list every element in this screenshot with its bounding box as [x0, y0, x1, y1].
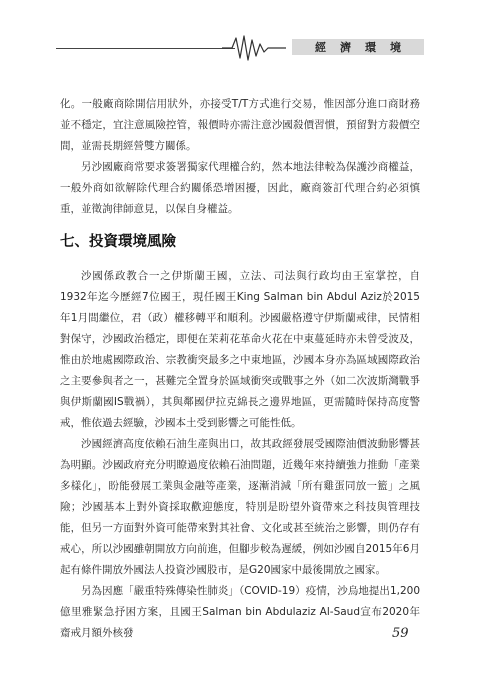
heartbeat-line-icon: [222, 34, 286, 62]
section-badge: [292, 39, 424, 55]
header-rule: [56, 48, 235, 49]
page-number: 59: [392, 626, 409, 641]
document-body: [60, 94, 420, 644]
paragraph-continued: 化。一般廠商除開信用狀外，亦接受T/T方式進行交易，惟因部分進口商財務並不穩定，宜注意風險控管，報價時亦需注意沙國殺價習慣，預留對方殺價空間，並需長期經營雙方關係。: [60, 98, 420, 152]
section-label: 經濟環境: [315, 41, 415, 54]
section-heading: 七、投資環境風險: [60, 233, 176, 250]
paragraph-political-risk: 沙國係政教合一之伊斯蘭王國，立法、司法與行政均由王室掌控，自1932年迄今歷經7位國王，現任國王King Salman bin Abdul Aziz於2015年1月間繼位，君（政）權移轉平和順利。沙國嚴格遵守伊斯蘭戒律，民情相對保守，沙國政治穩定，即便在茉莉花革命火花在中東蔓延時亦未曾受波及，惟由於地處國際政治、宗教衝突最多之中東地區，沙國本身亦為區域國際政治之主要參與者之一，甚難完全置身於區域衝突或戰事之外（如二次波斯灣戰爭與伊斯蘭國IS戰禍），其與鄰國伊拉克綿長之邊界地區，更需隨時保持高度警戒，惟依過去經驗，沙國本土受到影響之可能性低。: [60, 270, 420, 429]
paragraph-economic-risk: 沙國經濟高度依賴石油生產與出口，故其政經發展受國際油價波動影響甚為明顯。沙國政府充分明瞭過度依賴石油問題，近幾年來持續強力推動「產業多樣化」，盼能發展工業與金融等產業，逐漸消減「所有雞蛋同放一籃」之風險；沙國基本上對外資採取歡迎態度，特別是盼望外資帶來之科技與管理技能，但另一方面對外資可能帶來對其社會、文化或甚至統治之影響，則仍存有戒心，所以沙國雖朝開放方向前進，但腳步較為遲緩，例如沙國自2015年6月起有條件開放外國法人投資沙國股市，是G20國家中最後開放之國家。: [60, 438, 420, 576]
page-header: [0, 0, 480, 70]
paragraph-agency-contracts: 另沙國廠商常要求簽署獨家代理權合約，然本地法律較為保護沙商權益，一般外商如欲解除代理合約關係恐增困擾，因此，廠商簽訂代理合約必須慎重，並徵詢律師意見，以保自身權益。: [60, 161, 420, 215]
paragraph-covid-measures: 另為因應「嚴重特殊傳染性肺炎」（COVID-19）疫情，沙烏地提出1,200億里雅緊急抒困方案，且國王Salman bin Abdulaziz Al-Saud宣布2020年齋戒月額外核發: [60, 585, 420, 639]
